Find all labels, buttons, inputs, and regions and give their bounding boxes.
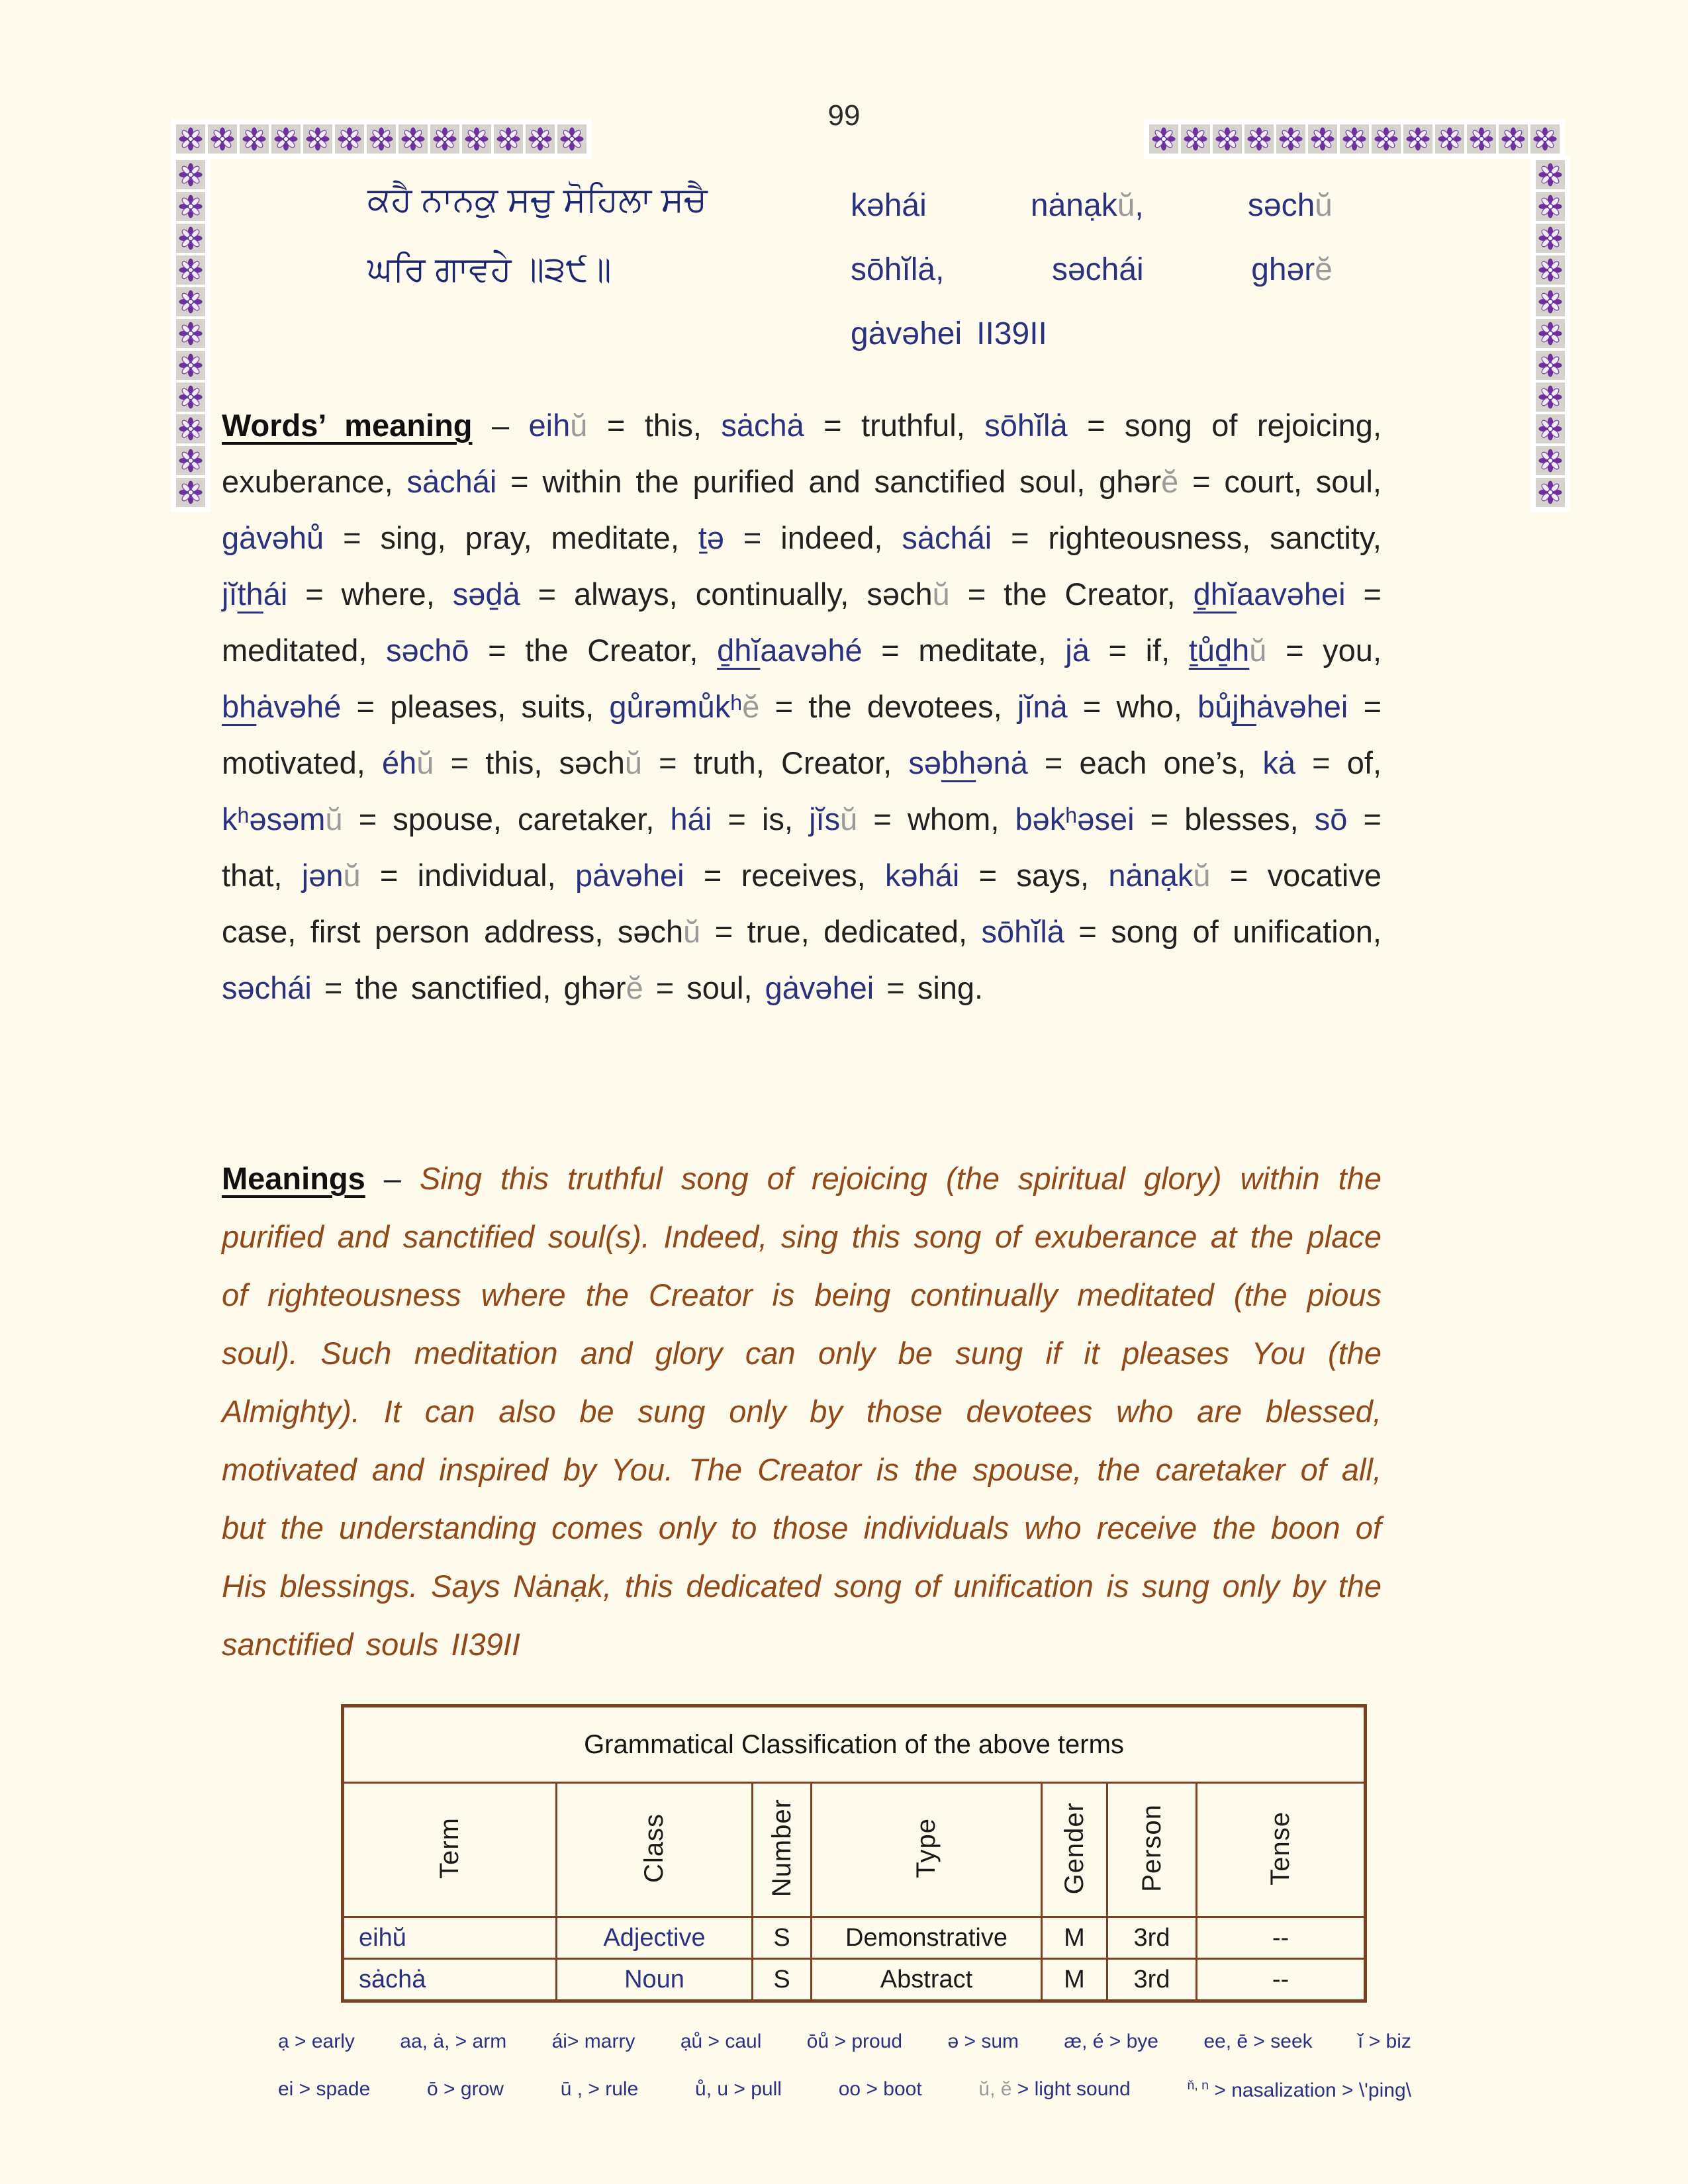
text-segment: kəhái (884, 858, 960, 893)
flower-icon (1536, 383, 1565, 412)
flower-icon (176, 351, 205, 380)
flower-icon (176, 414, 205, 443)
text-segment: hái (670, 801, 712, 837)
flower-icon (1536, 478, 1565, 507)
key-item (851, 173, 927, 238)
text-segment: ŭ, ĕ (978, 2078, 1012, 2100)
flower-border-right-column (1530, 155, 1570, 512)
flower-icon (367, 124, 396, 154)
table-body (343, 1917, 1366, 2001)
text-segment: ŭ (683, 914, 701, 949)
text-segment: kəhái (851, 188, 927, 223)
table-cell: S (753, 1917, 812, 1959)
table-row (343, 1959, 1366, 2001)
flower-icon (271, 124, 301, 154)
table-header-row (343, 1783, 1366, 1917)
text-segment: ŭ (1117, 188, 1135, 223)
table-cell: eihŭ (343, 1917, 557, 1959)
text-segment: ái (263, 576, 288, 612)
key-item (552, 2030, 635, 2053)
text-segment: = song of unification, (1064, 914, 1382, 949)
flower-icon (1530, 124, 1560, 154)
flower-icon (176, 192, 205, 221)
text-segment: gůrəmůkʰ (609, 689, 743, 724)
transliteration-verse (851, 173, 1333, 366)
grammar-table-container (341, 1704, 1367, 2003)
text-segment: ŭ (570, 408, 588, 443)
text-segment: aa, ȧ, > arm (400, 2030, 507, 2052)
text-segment: = motivated, (222, 689, 1382, 780)
text-segment: ŭ (325, 801, 343, 837)
text-segment: = the Creator, (949, 576, 1194, 612)
key-item (1031, 173, 1144, 238)
text-segment: ḏhĭ (1193, 576, 1237, 612)
flower-icon (526, 124, 555, 154)
key-item (851, 238, 944, 302)
text-segment: = individual, (360, 858, 575, 893)
table-cell: sȧchȧ (343, 1959, 557, 2001)
text-segment: bů (1197, 689, 1233, 724)
flower-icon (176, 383, 205, 412)
key-item (1052, 238, 1144, 302)
flower-icon (176, 255, 205, 285)
text-segment: = sing. (874, 970, 984, 1005)
text-segment: ee, ē > seek (1203, 2030, 1313, 2052)
grammar-classification-table (341, 1704, 1367, 2003)
flower-icon (1403, 124, 1432, 154)
table-cell: Demonstrative (812, 1917, 1042, 1959)
flower-icon (1181, 124, 1210, 154)
text-segment: səchái (222, 970, 312, 1005)
table-cell: M (1042, 1959, 1107, 2001)
text-segment: ō > grow (427, 2078, 504, 2100)
flower-border-top-left (171, 119, 592, 159)
flower-icon (494, 124, 523, 154)
text-segment: = indeed, (724, 520, 902, 555)
column-header: Term (343, 1783, 557, 1917)
text-segment: nȧnạk (1030, 188, 1117, 223)
flower-icon (176, 446, 205, 475)
text-segment: = says, (959, 858, 1109, 893)
text-segment: = meditated, (222, 576, 1382, 668)
key-item (851, 302, 962, 366)
text-segment: səch (1247, 188, 1315, 223)
text-segment: = pleases, suits, (341, 689, 610, 724)
flower-icon (430, 124, 459, 154)
text-segment: ghər (1251, 252, 1315, 287)
text-segment: ŭ (343, 858, 361, 893)
text-segment: = of, (1295, 745, 1382, 780)
flower-icon (399, 124, 428, 154)
column-header: Tense (1197, 1783, 1366, 1917)
column-header: Class (557, 1783, 753, 1917)
text-segment: = the Creator, (469, 633, 718, 668)
text-segment: æ, é > bye (1064, 2030, 1158, 2052)
text-segment: aavəhei (1236, 576, 1346, 612)
text-segment: jh (1232, 689, 1256, 724)
text-segment: ĕ (626, 970, 643, 1005)
text-segment: sə (908, 745, 942, 780)
table-cell: -- (1197, 1959, 1366, 2001)
table-cell: Abstract (812, 1959, 1042, 2001)
text-segment: ə > sum (947, 2030, 1019, 2052)
text-segment: nȧnạk (1108, 858, 1194, 893)
table-cell: 3rd (1107, 1917, 1197, 1959)
flower-icon (208, 124, 237, 154)
transliteration-line-2 (851, 238, 1333, 302)
flower-icon (1213, 124, 1242, 154)
text-segment: = sing, pray, meditate, (324, 520, 698, 555)
text-segment: = the devotees, (759, 689, 1017, 724)
transliteration-line-1 (851, 173, 1333, 238)
flower-icon (176, 160, 205, 189)
column-header: Number (753, 1783, 812, 1917)
flower-icon (1276, 124, 1305, 154)
key-item (976, 302, 1047, 366)
text-segment: = vocative case, first person address, səch (222, 858, 1382, 949)
text-segment: = soul, (643, 970, 765, 1005)
pronunciation-key-row-2 (278, 2078, 1411, 2102)
column-header: Type (812, 1783, 1042, 1917)
flower-icon (176, 224, 205, 253)
text-segment: = whom, (857, 801, 1015, 837)
text-segment: jən (301, 858, 344, 893)
text-segment: ei > spade (278, 2078, 371, 2100)
text-segment: ň, n (1187, 2078, 1209, 2093)
text-segment: bəkʰəsei (1015, 801, 1135, 837)
text-segment: > light sound (1011, 2078, 1131, 2100)
text-segment: > nasalization > \'ping\ (1209, 2079, 1411, 2101)
text-segment: Words’ meaning (222, 408, 473, 443)
text-segment: ṯə (698, 520, 724, 555)
text-segment: = truth, Creator, (641, 745, 909, 780)
text-segment: ĭ > biz (1358, 2030, 1411, 2052)
text-segment: = if, (1089, 633, 1189, 668)
text-segment: sȧchái (902, 520, 992, 555)
text-segment: kȧ (1262, 745, 1295, 780)
text-segment: ṯůḏh (1188, 633, 1250, 668)
text-segment: = where, (287, 576, 453, 612)
words-meaning-paragraph (222, 397, 1382, 1016)
flower-icon (1372, 124, 1401, 154)
text-segment: səchō (386, 633, 469, 668)
text-segment: , (1135, 188, 1144, 223)
text-segment: = who, (1067, 689, 1197, 724)
key-item (839, 2078, 922, 2102)
flower-icon (176, 287, 205, 316)
text-segment: eih (528, 408, 571, 443)
gurmukhi-verse (367, 165, 804, 304)
text-segment: ái> marry (551, 2030, 635, 2052)
text-segment: = court, soul, (1178, 464, 1382, 499)
text-segment: jĭs (809, 801, 841, 837)
flower-icon (1536, 446, 1565, 475)
key-item (1188, 2078, 1411, 2102)
text-segment: bh (941, 745, 976, 780)
text-segment: = is, (712, 801, 810, 837)
text-segment: jĭnȧ (1017, 689, 1068, 724)
flower-icon (1536, 351, 1565, 380)
flower-icon (1536, 287, 1565, 316)
flower-icon (176, 124, 205, 154)
text-segment: aavəhé (760, 633, 863, 668)
text-segment: = song of rejoicing, exuberance, (222, 408, 1382, 499)
text-segment: ənȧ (976, 745, 1028, 780)
flower-icon (557, 124, 586, 154)
text-segment: éh (382, 745, 417, 780)
flower-icon (1536, 192, 1565, 221)
text-segment: ạ > early (278, 2030, 355, 2052)
text-segment: sōhĭlȧ (981, 914, 1064, 949)
text-segment: – (365, 1161, 420, 1196)
text-segment: ōů > proud (806, 2030, 903, 2052)
table-title: Grammatical Classification of the above terms (343, 1706, 1366, 1783)
text-segment: pȧvəhei (575, 858, 684, 893)
key-item (400, 2030, 506, 2053)
text-segment: II39II (976, 316, 1047, 351)
text-segment: – (472, 408, 529, 443)
text-segment: ŭ (624, 745, 642, 780)
meanings-paragraph (222, 1150, 1382, 1674)
key-item (947, 2030, 1019, 2053)
text-segment: gȧvəhů (222, 520, 324, 555)
text-segment: ĕ (1161, 464, 1179, 499)
text-segment: sōhĭlȧ, (851, 252, 945, 287)
key-item (427, 2078, 504, 2102)
transliteration-line-3 (851, 302, 1333, 366)
flower-icon (1149, 124, 1178, 154)
text-segment: sȧchȧ (721, 408, 804, 443)
text-segment: ŭ (1315, 188, 1333, 223)
text-segment: ŭ (932, 576, 950, 612)
gurmukhi-verse-line-2: ਘਰਿ ਗਾਵਹੇ ॥੩੯॥ (367, 250, 612, 289)
text-segment: ŭ (840, 801, 858, 837)
text-segment: = spouse, caretaker, (342, 801, 671, 837)
key-item (1203, 2030, 1312, 2053)
flower-border-top-right (1144, 119, 1565, 159)
text-segment: gȧvəhei (851, 316, 962, 351)
text-segment: = always, continually, səch (520, 576, 933, 612)
column-header: Gender (1042, 1783, 1107, 1917)
table-cell: M (1042, 1917, 1107, 1959)
flower-icon (1244, 124, 1274, 154)
text-segment: gȧvəhei (765, 970, 874, 1005)
column-header: Person (1107, 1783, 1197, 1917)
text-segment: ạů > caul (680, 2030, 762, 2052)
text-segment: = you, (1266, 633, 1382, 668)
flower-icon (1536, 224, 1565, 253)
key-item (1064, 2030, 1158, 2053)
page-number: 99 (827, 99, 861, 132)
text-segment: ŭ (1193, 858, 1211, 893)
table-cell: S (753, 1959, 812, 2001)
text-segment: ŭ (1249, 633, 1267, 668)
flower-icon (176, 319, 205, 348)
text-segment: = this, (587, 408, 722, 443)
text-segment: oo > boot (838, 2078, 922, 2100)
text-segment: = true, dedicated, (700, 914, 982, 949)
text-segment: jȧ (1065, 633, 1090, 668)
table-cell: Noun (557, 1959, 753, 2001)
key-item (1358, 2030, 1411, 2053)
text-segment: ĕ (1315, 252, 1333, 287)
text-segment: = within the purified and sanctified soul, ghər (496, 464, 1162, 499)
table-title-row (343, 1706, 1366, 1783)
flower-icon (1536, 160, 1565, 189)
key-item (278, 2030, 355, 2053)
key-item (278, 2078, 370, 2102)
key-item (695, 2078, 782, 2102)
flower-icon (1308, 124, 1337, 154)
flower-icon (1536, 414, 1565, 443)
text-segment: = that, (222, 801, 1382, 893)
text-segment: ĕ (742, 689, 760, 724)
text-segment: səḏȧ (452, 576, 520, 612)
flower-border-left-column (171, 155, 211, 512)
text-segment: kʰəsəm (222, 801, 326, 837)
text-segment: ŭ (416, 745, 434, 780)
text-segment: = blesses, (1134, 801, 1315, 837)
key-item (680, 2030, 762, 2053)
text-segment: jĭ (222, 576, 238, 612)
text-segment: = the sanctified, ghər (311, 970, 626, 1005)
gurmukhi-verse-line-1: ਕਹੈ ਨਾਨਕੁ ਸਚੁ ਸੋਹਿਲਾ ਸਚੈ (367, 181, 708, 219)
text-segment: Sing this truthful song of rejoicing (the spiritual glory) within the purified and sanctified soul(s). Indeed, sing this song of exuberance at the place of righteousness where the Creator is being continually meditated (the pious soul). Such meditation and glory can only be sung if it pleases You (the Almighty). It can also be sung only by those devotees who are blessed, motivated and inspired by You. The Creator is the spouse, the caretaker of all, but the understanding comes only to those individuals who receive the boon of His blessings. Says Nȧnạk, this dedicated song of unification is sung only by the sanctified souls II39II (222, 1161, 1382, 1662)
text-segment: ů, u > pull (695, 2078, 782, 2100)
text-segment: ȧvəhé (256, 689, 342, 724)
text-segment: = meditate, (862, 633, 1066, 668)
flower-icon (1536, 319, 1565, 348)
text-segment: ū , > rule (560, 2078, 639, 2100)
flower-icon (1467, 124, 1496, 154)
flower-icon (462, 124, 491, 154)
text-segment: bh (222, 689, 257, 724)
flower-icon (240, 124, 269, 154)
flower-icon (1435, 124, 1464, 154)
text-segment: sō (1314, 801, 1348, 837)
table-cell: Adjective (557, 1917, 753, 1959)
key-item (807, 2030, 902, 2053)
flower-icon (303, 124, 332, 154)
flower-icon (1340, 124, 1369, 154)
text-segment: ḏhĭ (717, 633, 761, 668)
flower-icon (335, 124, 364, 154)
flower-icon (1536, 255, 1565, 285)
text-segment: sȧchái (406, 464, 497, 499)
text-segment: = receives, (684, 858, 885, 893)
text-segment: = this, səch (434, 745, 625, 780)
table-cell: -- (1197, 1917, 1366, 1959)
text-segment: səchái (1051, 252, 1144, 287)
key-item (1251, 238, 1333, 302)
flower-icon (176, 478, 205, 507)
table-cell: 3rd (1107, 1959, 1197, 2001)
text-segment: ȧvəhei (1256, 689, 1348, 724)
key-item (561, 2078, 639, 2102)
table-row (343, 1917, 1366, 1959)
text-segment: Meanings (222, 1161, 365, 1196)
flower-icon (1499, 124, 1528, 154)
text-segment: sōhĭlȧ (984, 408, 1068, 443)
key-item (1248, 173, 1333, 238)
text-segment: = each one’s, (1027, 745, 1263, 780)
key-item (978, 2078, 1130, 2102)
text-segment: = righteousness, sanctity, (992, 520, 1382, 555)
pronunciation-key-row-1 (278, 2030, 1411, 2053)
text-segment: = truthful, (804, 408, 985, 443)
text-segment: th (237, 576, 263, 612)
